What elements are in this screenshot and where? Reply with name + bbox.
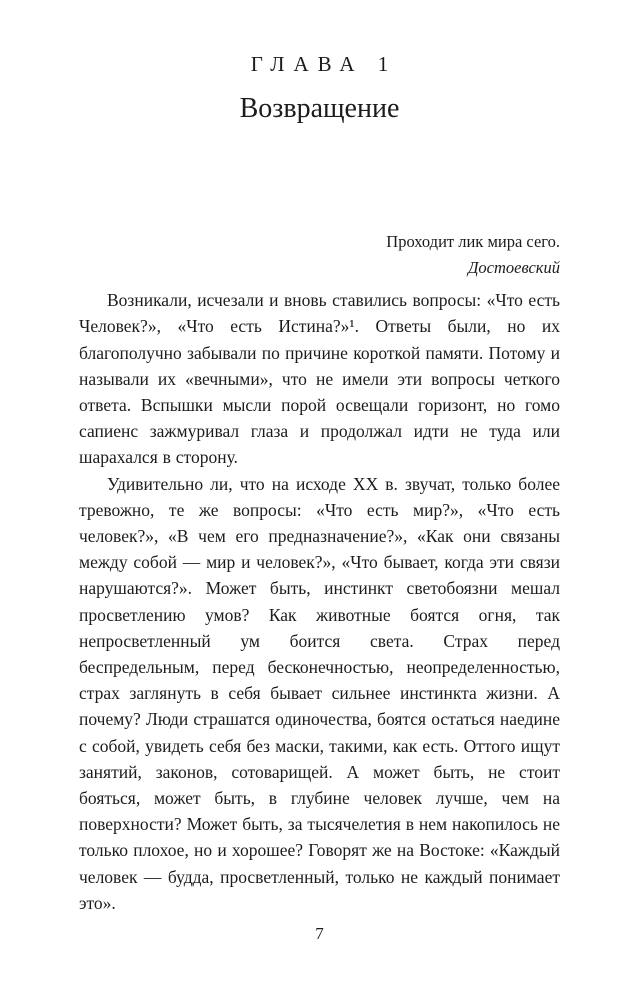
paragraph-2: Удивительно ли, что на исходе XX в. звучат, только более тревожно, те же вопросы: «Что есть мир?», «Что есть человек?», «В чем его предназначение?», «Как они связаны между собой — мир и человек?», «Что бывает, когда эти связи нарушаются?». Может быть, инстинкт светобоязни мешал просветлению умов? Как животные боятся огня, так непросветленный ум боится света. Страх перед беспредельным, перед бесконечностью, неопределенностью, страх заглянуть в себя бывает сильнее инстинкта жизни. А почему? Люди страшатся одиночества, боятся остаться наедине с собой, увидеть себя без маски, такими, как есть. Оттого ищут занятий, законов, сотоварищей. А может быть, не стоит бояться, может быть, в глубине человек лучше, чем на поверхности? Может быть, за тысячелетия в нем накопилось не только плохое, но и хорошее? Говорят же на Востоке: «Каждый человек — будда, просветленный, только не каждый понимает это». (79, 473, 560, 913)
page-number: 7 (315, 924, 324, 943)
epigraph-text: Проходит лик мира сего. (386, 232, 560, 251)
paragraph-1: Возникали, исчезали и вновь ставились вопросы: «Что есть Человек?», «Что есть Истина?»¹. Ответы были, но их благополучно забывали по причине короткой памяти. Потому и называли их «вечными», что не имели эти вопросы четкого ответа. Вспышки мысли порой освещали горизонт, но гомо сапиенс зажмуривал глаза и продолжал идти не туда или шарахался в сторону. (79, 290, 560, 468)
chapter-label: ГЛАВА 1 (250, 52, 398, 76)
epigraph (79, 229, 560, 280)
chapter-title: Возвращение (239, 93, 400, 124)
epigraph-author: Достоевский (467, 257, 560, 277)
body-text (79, 287, 560, 916)
